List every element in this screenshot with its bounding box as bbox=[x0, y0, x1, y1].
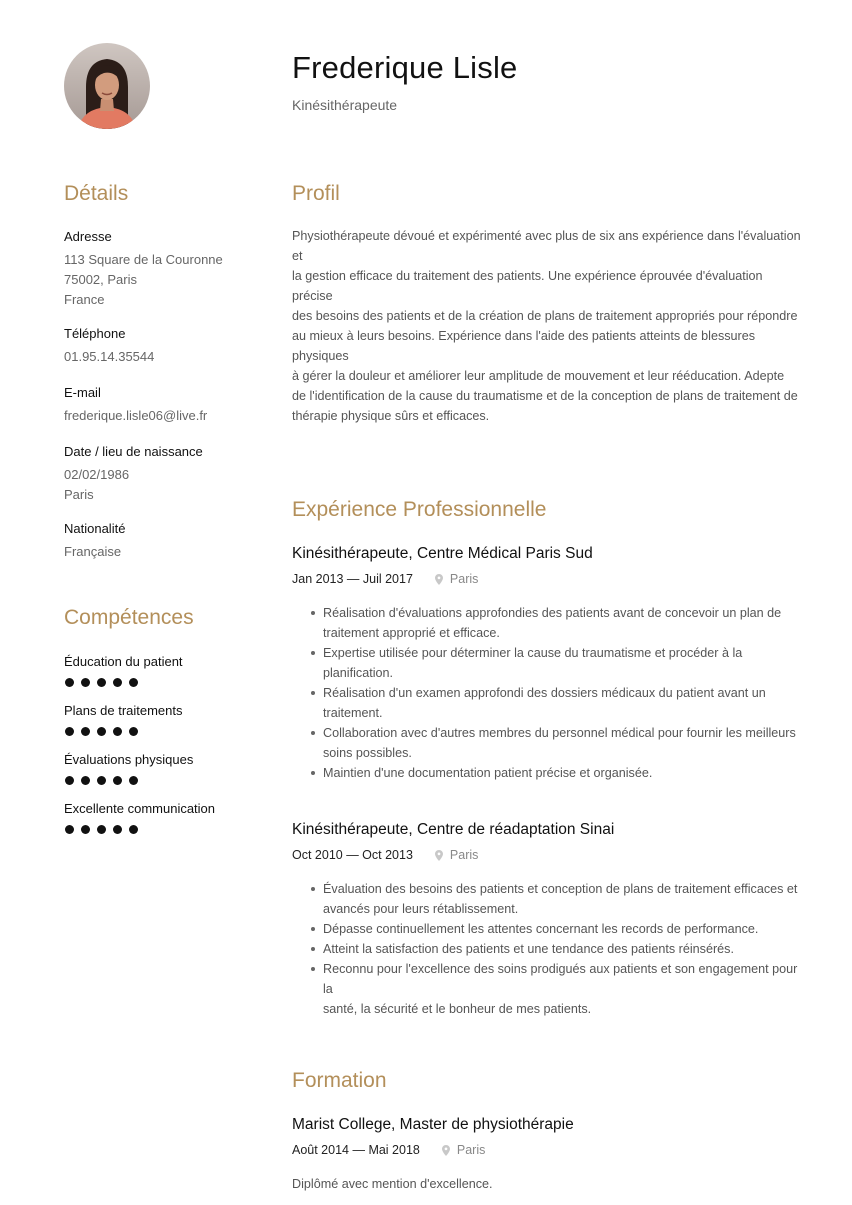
job-dates: Oct 2010 — Oct 2013 bbox=[292, 848, 413, 862]
list-item: Atteint la satisfaction des patients et une tendance des patients réinsérés. bbox=[292, 939, 802, 959]
birth-block bbox=[64, 443, 264, 505]
job-bullets bbox=[292, 879, 802, 1019]
profile-line: la gestion efficace du traitement des patients. Une expérience éprouvée d'évaluation précise bbox=[292, 269, 763, 303]
skill-level bbox=[65, 678, 264, 687]
location-pin-icon bbox=[435, 574, 443, 585]
list-item: Expertise utilisée pour déterminer la cause du traumatisme et procéder à la planification. bbox=[292, 643, 802, 683]
profile-text bbox=[292, 226, 802, 426]
skill-dot bbox=[129, 727, 138, 736]
skill-level bbox=[65, 727, 264, 736]
skill-level bbox=[65, 825, 264, 834]
education-entry bbox=[292, 1115, 802, 1194]
skill-name: Évaluations physiques bbox=[64, 752, 194, 767]
skill-dot bbox=[129, 776, 138, 785]
location-pin-icon bbox=[435, 850, 443, 861]
education-location-text: Paris bbox=[456, 1143, 486, 1157]
skill-item bbox=[64, 653, 264, 687]
job-meta bbox=[292, 571, 802, 587]
profile-line: des besoins des patients et de la création de plans de traitement appropriés pour répondre bbox=[292, 309, 798, 323]
job-location bbox=[435, 847, 478, 863]
profile-line: thérapie physique sûrs et efficaces. bbox=[292, 409, 490, 423]
skill-dot bbox=[81, 678, 90, 687]
education-dates: Août 2014 — Mai 2018 bbox=[292, 1143, 420, 1157]
address-label: Adresse bbox=[64, 229, 112, 244]
skill-dot bbox=[65, 776, 74, 785]
job-title: Kinésithérapeute, Centre de réadaptation Sinai bbox=[292, 821, 615, 838]
skill-dot bbox=[65, 825, 74, 834]
skill-dot bbox=[129, 678, 138, 687]
education-location bbox=[442, 1142, 485, 1158]
skill-name: Plans de traitements bbox=[64, 703, 183, 718]
education-meta bbox=[292, 1142, 802, 1158]
profile-line: au mieux à leurs besoins. Expérience dans l'aide des patients atteints de blessures physiques bbox=[292, 329, 756, 363]
skill-dot bbox=[113, 776, 122, 785]
job-location-text: Paris bbox=[449, 572, 479, 586]
skill-name: Excellente communication bbox=[64, 801, 216, 816]
education-heading: Formation bbox=[292, 1069, 387, 1092]
skill-dot bbox=[97, 678, 106, 687]
list-item: Reconnu pour l'excellence des soins prodigués aux patients et son engagement pour la santé, la sécurité et le bonheur de mes patients. bbox=[292, 959, 802, 1019]
right-column bbox=[292, 180, 802, 1194]
skills-list bbox=[64, 653, 264, 834]
list-item: Évaluation des besoins des patients et conception de plans de traitement efficaces et avancés pour leurs rétablissement. bbox=[292, 879, 802, 919]
job-location bbox=[435, 571, 478, 587]
list-item: Collaboration avec d'autres membres du personnel médical pour fournir les meilleurs soins possibles. bbox=[292, 723, 802, 763]
skill-item bbox=[64, 702, 264, 736]
nationality-value: Française bbox=[64, 544, 122, 559]
details-heading: Détails bbox=[64, 182, 129, 205]
skill-item bbox=[64, 751, 264, 785]
job-entry bbox=[292, 820, 802, 1019]
skill-dot bbox=[65, 678, 74, 687]
skill-dot bbox=[81, 776, 90, 785]
birth-place: Paris bbox=[64, 487, 94, 502]
nationality-label: Nationalité bbox=[64, 521, 126, 536]
profile-photo bbox=[64, 43, 150, 129]
education-title: Marist College, Master de physiothérapie bbox=[292, 1116, 574, 1133]
job-entry bbox=[292, 544, 802, 783]
address-line: 113 Square de la Couronne bbox=[64, 252, 223, 267]
email-value: frederique.lisle06@live.fr bbox=[64, 408, 208, 423]
skill-dot bbox=[113, 678, 122, 687]
email-label: E-mail bbox=[64, 385, 101, 400]
address-line: France bbox=[64, 292, 105, 307]
skill-dot bbox=[97, 776, 106, 785]
birth-date: 02/02/1986 bbox=[64, 467, 130, 482]
skill-dot bbox=[97, 825, 106, 834]
skill-item bbox=[64, 800, 264, 834]
phone-label: Téléphone bbox=[64, 326, 126, 341]
experience-heading: Expérience Professionnelle bbox=[292, 498, 547, 521]
skill-dot bbox=[113, 825, 122, 834]
left-column bbox=[64, 180, 264, 834]
location-pin-icon bbox=[442, 1145, 450, 1156]
skills-heading: Compétences bbox=[64, 606, 194, 629]
skill-dot bbox=[81, 727, 90, 736]
address-line: 75002, Paris bbox=[64, 272, 137, 287]
skill-level bbox=[65, 776, 264, 785]
phone-block bbox=[64, 325, 264, 367]
skill-dot bbox=[97, 727, 106, 736]
job-title: Kinésithérapeute, Centre Médical Paris Sud bbox=[292, 545, 593, 562]
education-description: Diplômé avec mention d'excellence. bbox=[292, 1177, 493, 1191]
profile-line: Physiothérapeute dévoué et expérimenté avec plus de six ans expérience dans l'évaluation et bbox=[292, 229, 801, 263]
email-block bbox=[64, 384, 264, 426]
skill-name: Éducation du patient bbox=[64, 654, 183, 669]
profile-heading: Profil bbox=[292, 182, 340, 205]
profile-line: à gérer la douleur et améliorer leur amplitude de mouvement et leur rééducation. Adepte bbox=[292, 369, 785, 383]
skill-dot bbox=[113, 727, 122, 736]
birth-label: Date / lieu de naissance bbox=[64, 444, 203, 459]
skill-dot bbox=[81, 825, 90, 834]
job-meta bbox=[292, 847, 802, 863]
profile-line: de l'identification de la cause du traumatisme et de la conception de plans de traitement de bbox=[292, 389, 798, 403]
nationality-block bbox=[64, 520, 264, 562]
skill-dot bbox=[65, 727, 74, 736]
job-bullets bbox=[292, 603, 802, 783]
list-item: Réalisation d'évaluations approfondies des patients avant de concevoir un plan de traitement approprié et efficace. bbox=[292, 603, 802, 643]
job-location-text: Paris bbox=[449, 848, 479, 862]
list-item: Dépasse continuellement les attentes concernant les records de performance. bbox=[292, 919, 802, 939]
list-item: Réalisation d'un examen approfondi des dossiers médicaux du patient avant un traitement. bbox=[292, 683, 802, 723]
address-block bbox=[64, 228, 264, 310]
skill-dot bbox=[129, 825, 138, 834]
phone-value: 01.95.14.35544 bbox=[64, 349, 155, 364]
candidate-name: Frederique Lisle bbox=[292, 50, 518, 85]
list-item: Maintien d'une documentation patient précise et organisée. bbox=[292, 763, 802, 783]
job-dates: Jan 2013 — Juil 2017 bbox=[292, 572, 413, 586]
candidate-title: Kinésithérapeute bbox=[292, 97, 398, 113]
